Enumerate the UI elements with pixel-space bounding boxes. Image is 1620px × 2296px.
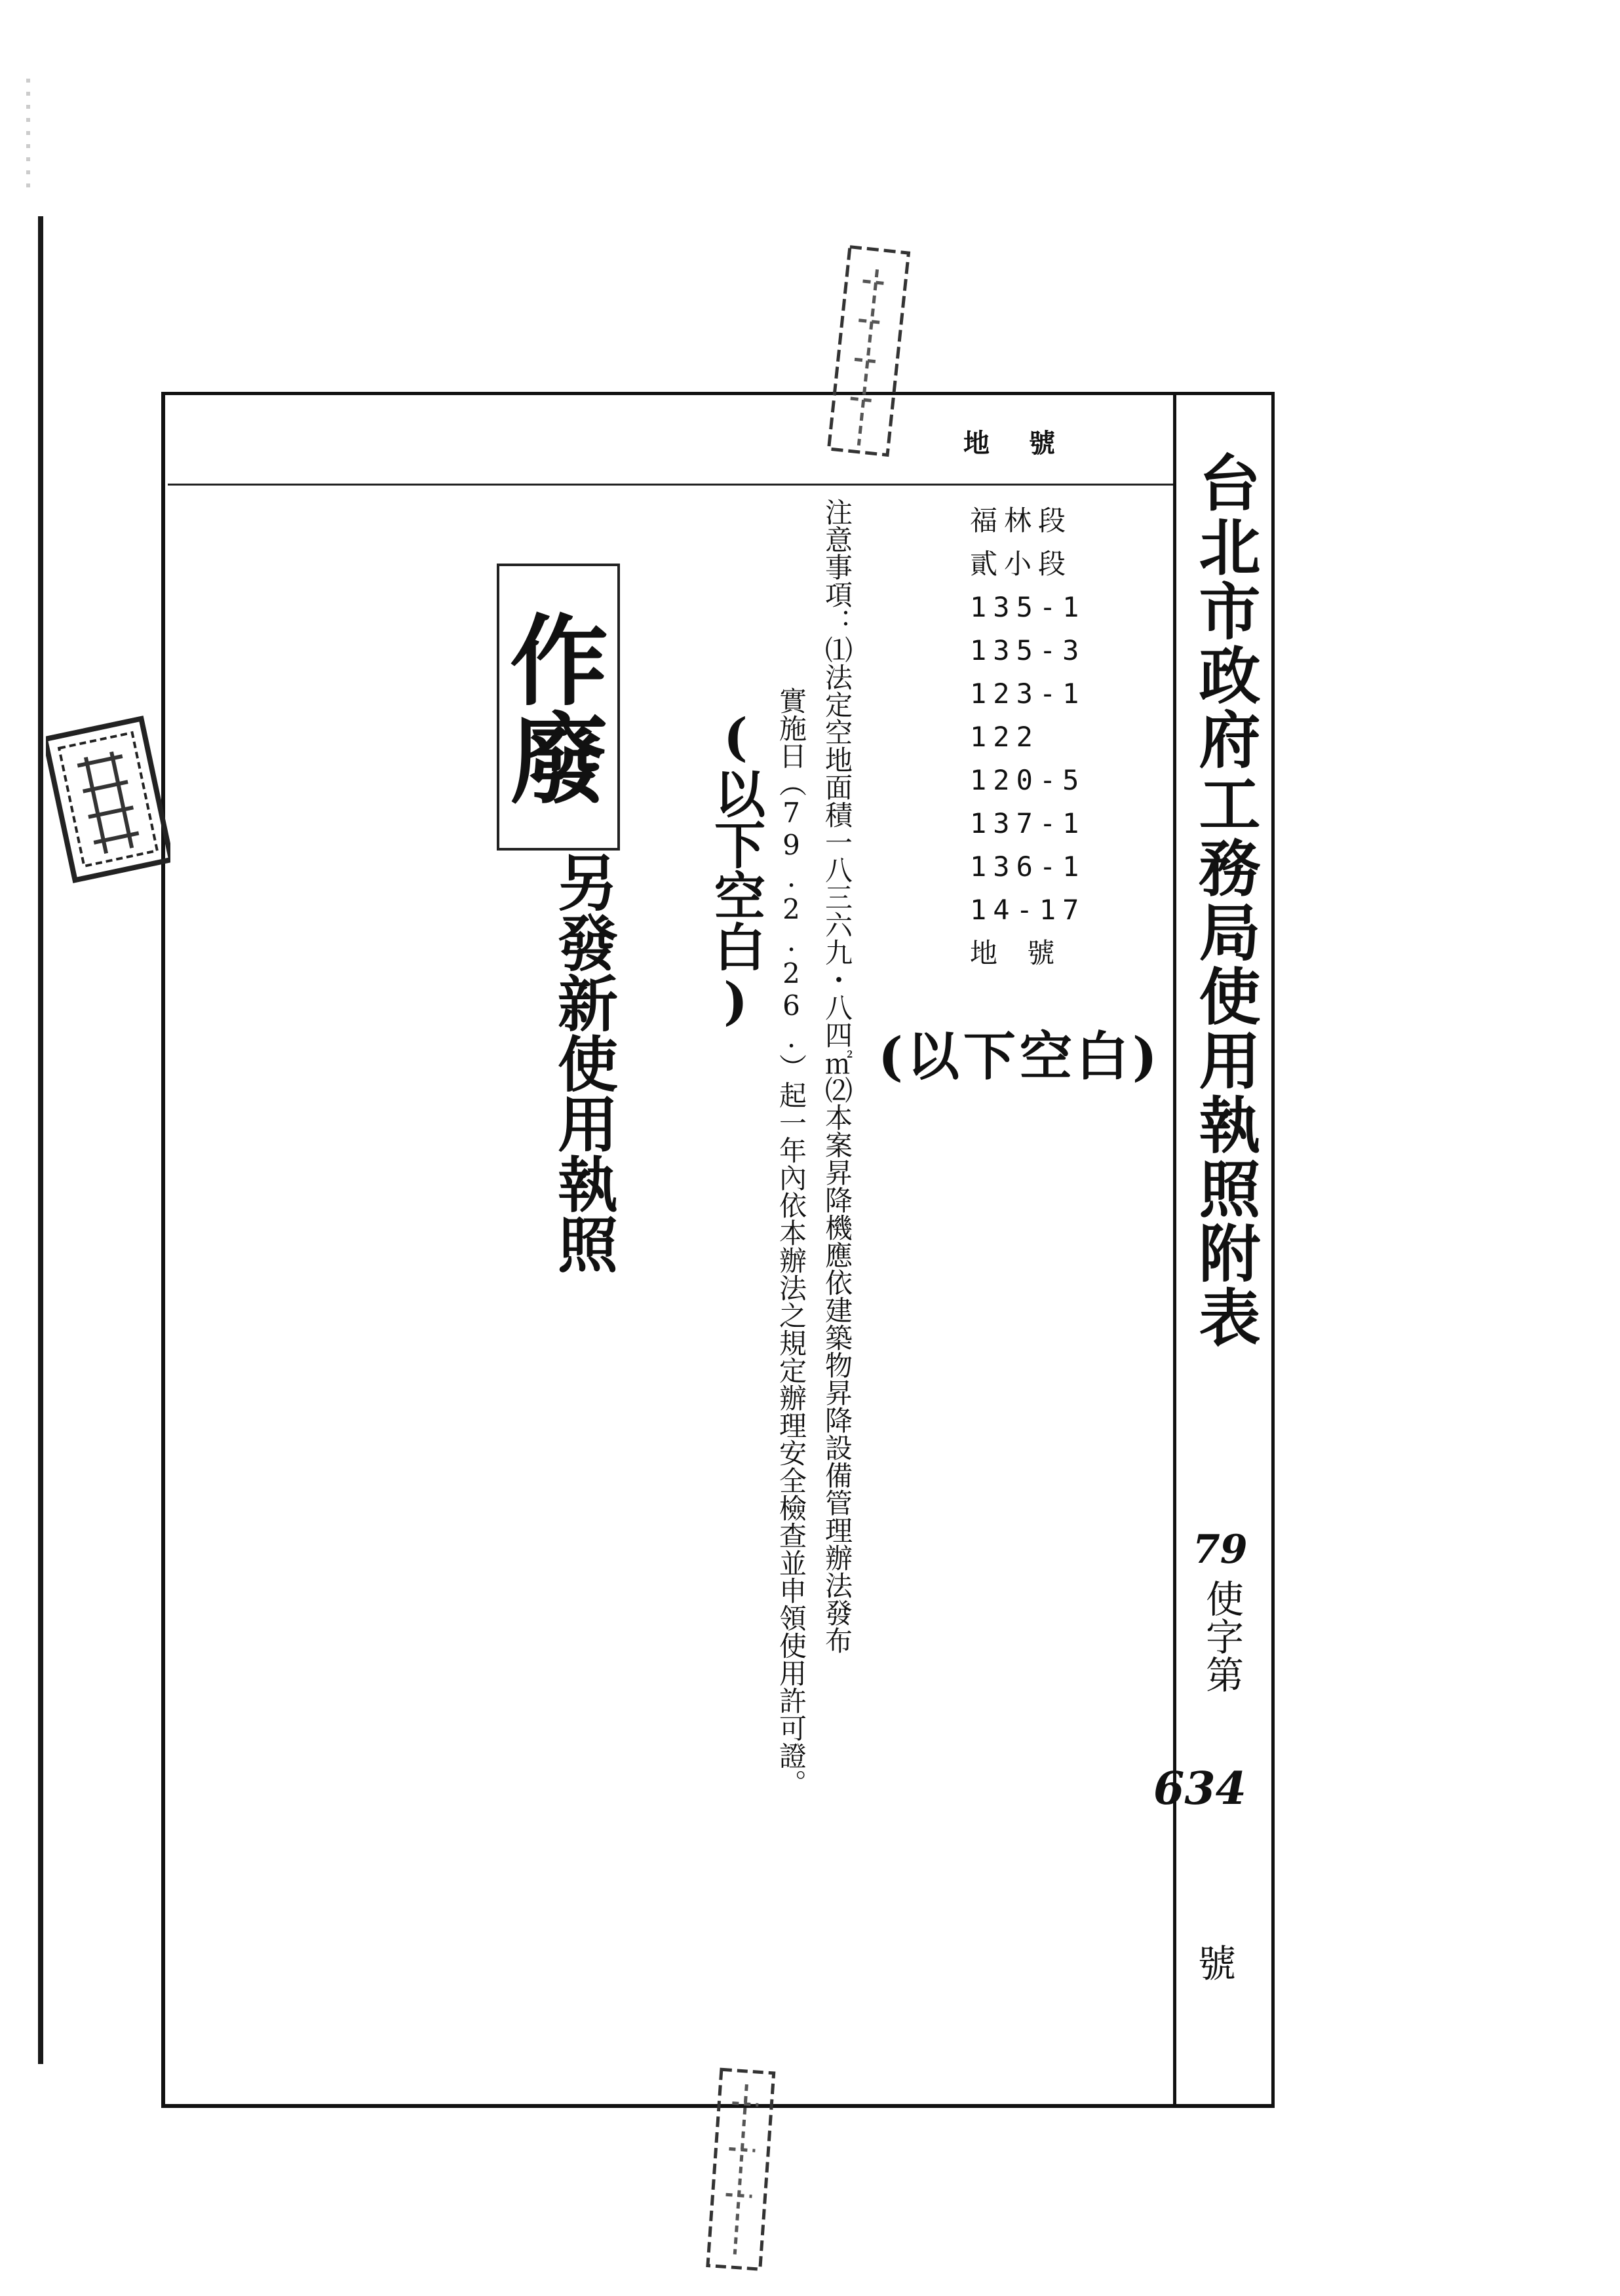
land-number-row: 136-1 bbox=[970, 851, 1086, 883]
permit-suffix: 號 bbox=[1198, 1942, 1237, 1986]
notes-blank-below-stamp: (以下空白) bbox=[706, 708, 765, 1031]
land-number-row: 120-5 bbox=[970, 764, 1086, 796]
void-stamp-text: 作廢 bbox=[493, 609, 608, 806]
top-seal-stamp bbox=[819, 242, 911, 465]
form-title: 台北市政府工務局使用執照附表 bbox=[1188, 451, 1260, 1350]
handwritten-void-note: 另發新使用執照 bbox=[548, 852, 619, 1274]
form-frame bbox=[161, 392, 1275, 2108]
land-number-list bbox=[970, 499, 1085, 975]
blank-below-stamp: (以下空白) bbox=[878, 1025, 1161, 1087]
land-number-row: 135-3 bbox=[970, 634, 1086, 666]
permit-year: 79 bbox=[1193, 1527, 1248, 1573]
land-number-row: 福林段 bbox=[970, 505, 1073, 537]
notes-line-1: 注意事項：⑴法定空地面積一八三六九・八四㎡⑵本案昇降機應依建築物昇降設備管理辦法發布 bbox=[821, 498, 853, 1654]
permit-number: 634 bbox=[1153, 1763, 1246, 1815]
header-rule bbox=[168, 484, 1173, 486]
binding-edge bbox=[38, 216, 43, 2064]
notes-line-2: 實施日（79.2.26.）起一年內依本辦法之規定辦理安全檢查並申領使用許可證。 bbox=[775, 687, 807, 1797]
land-number-header: 地號 bbox=[963, 428, 1094, 459]
land-number-row: 123-1 bbox=[970, 678, 1086, 710]
left-seal-stamp bbox=[46, 714, 170, 885]
land-number-row: 貳小段 bbox=[970, 548, 1073, 580]
scan-speckle bbox=[26, 79, 30, 197]
land-number-row: 地 號 bbox=[970, 937, 1062, 969]
land-number-row: 122 bbox=[970, 721, 1039, 753]
land-number-row: 14-17 bbox=[970, 894, 1086, 926]
land-number-row: 135-1 bbox=[970, 591, 1086, 623]
land-number-row: 137-1 bbox=[970, 807, 1086, 839]
title-divider bbox=[1173, 392, 1176, 2105]
permit-prefix: 使字第 bbox=[1199, 1579, 1244, 1693]
bottom-seal-stamp bbox=[688, 2064, 780, 2280]
